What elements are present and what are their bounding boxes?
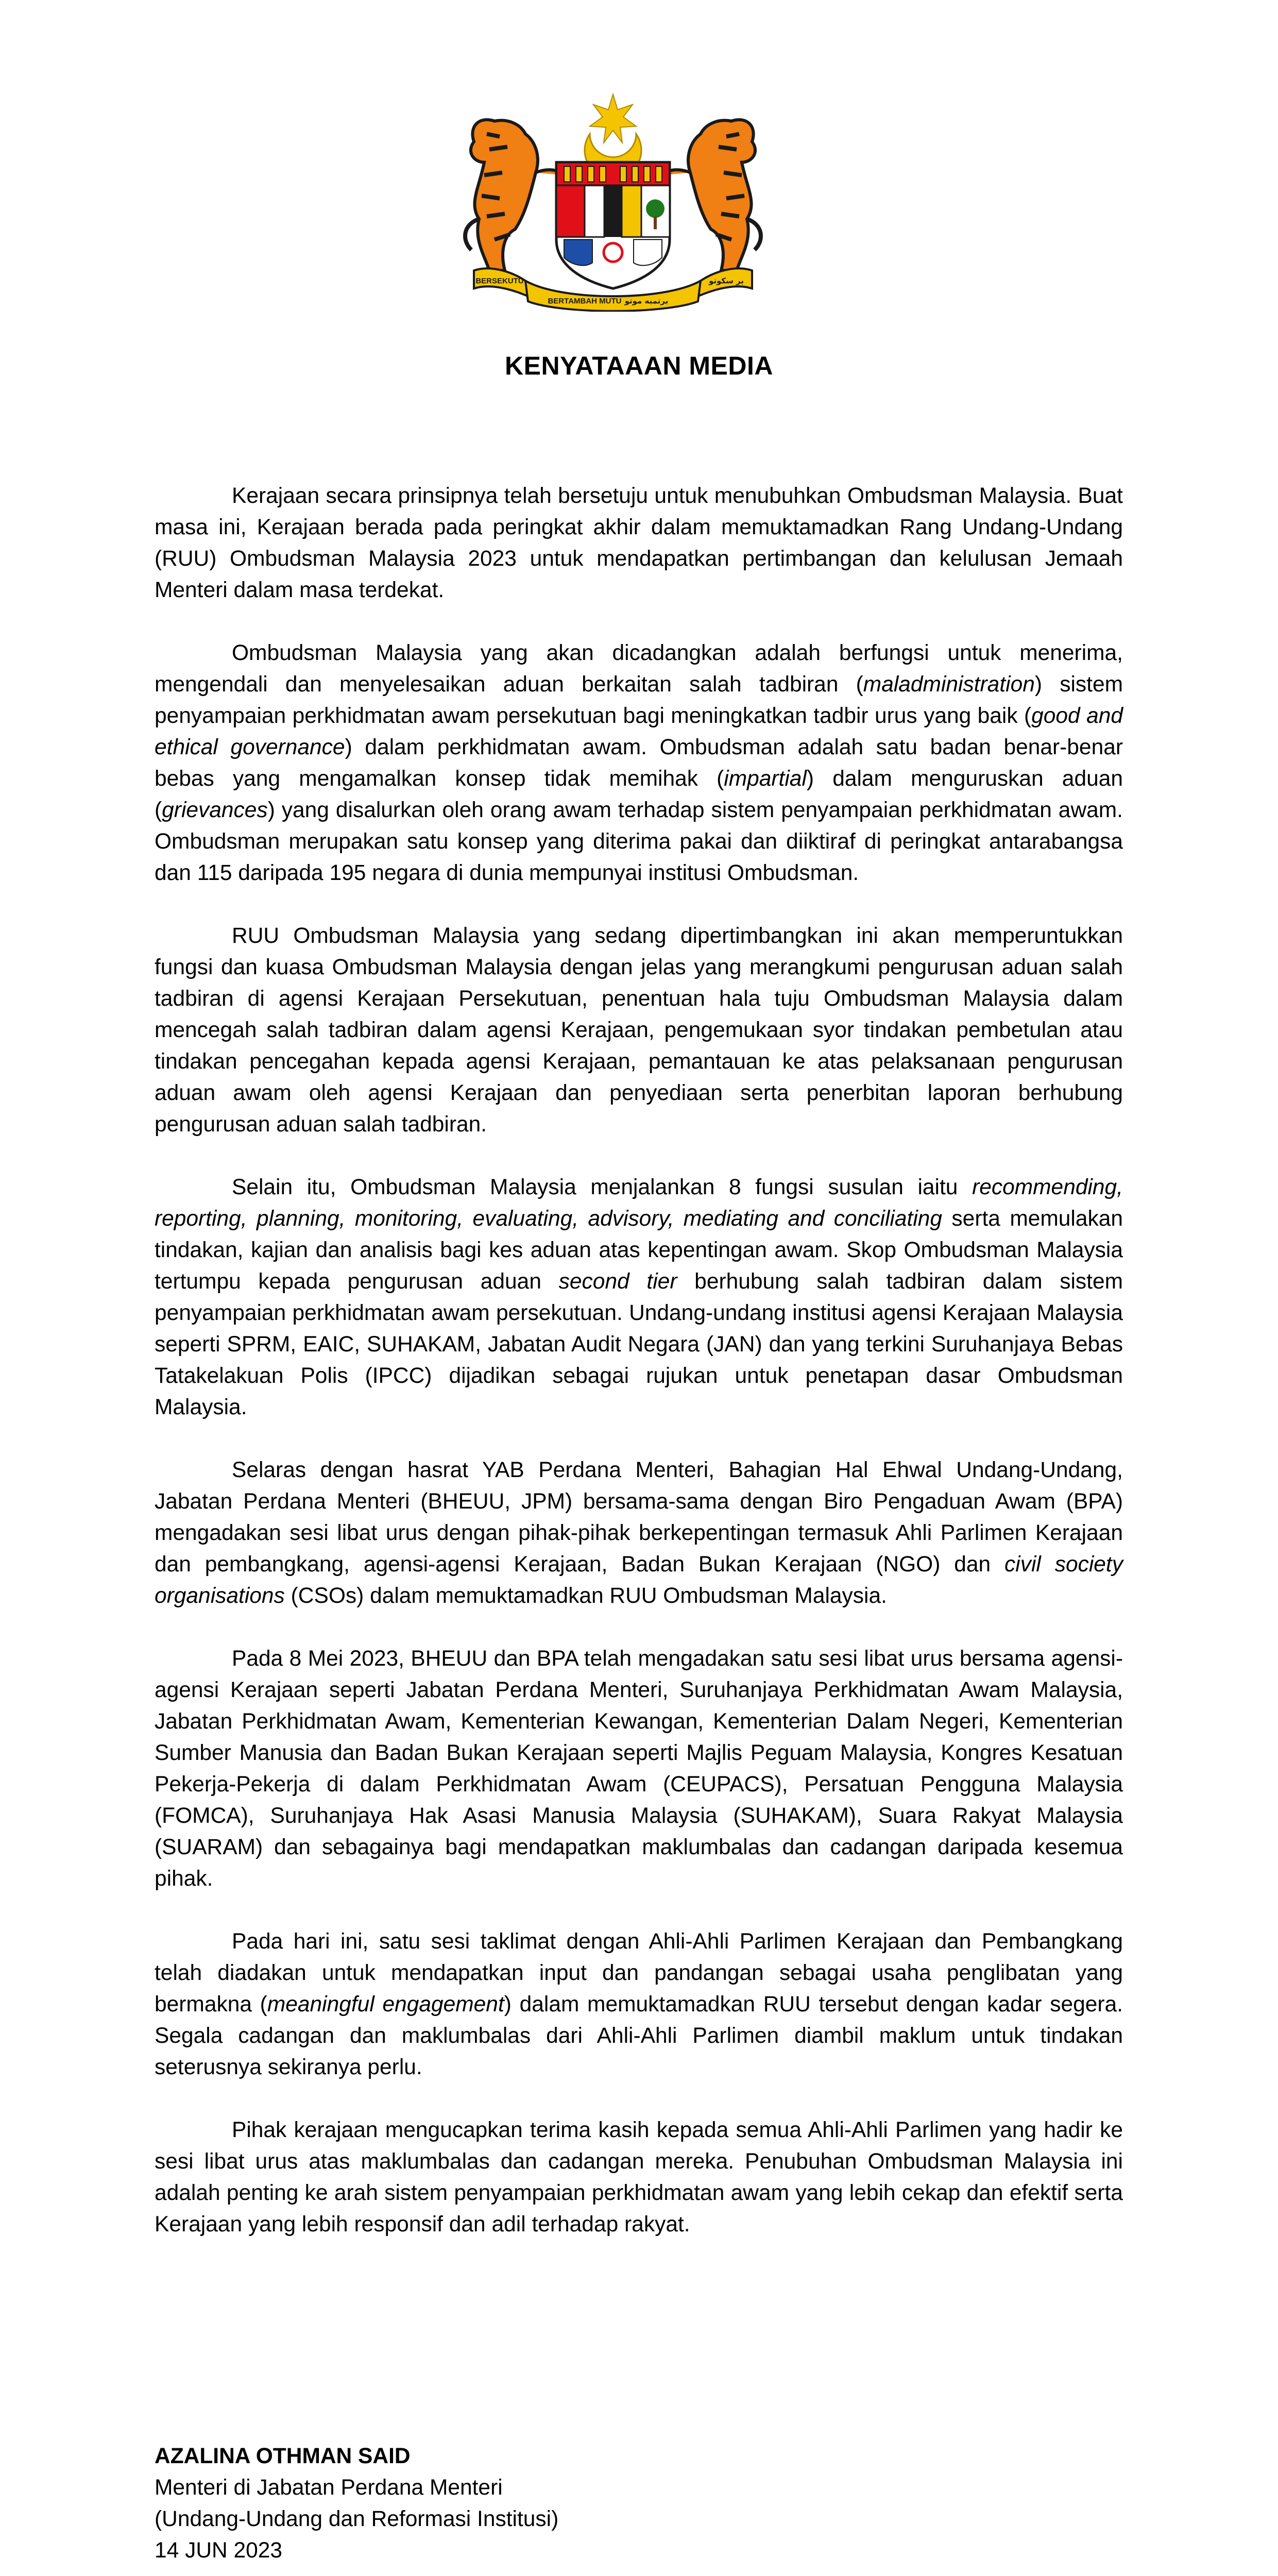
paragraph-text: Pada hari ini, satu sesi taklimat dengan Ahli-Ahli Parlimen Kerajaan dan Pembangkang telah diadakan untuk mendapatkan input dan pandangan sebagai usaha penglibatan yang bermakna ( bbox=[155, 1929, 1123, 2016]
italic-term: second tier bbox=[558, 1269, 677, 1294]
paragraph-2 bbox=[155, 637, 1123, 889]
document-body bbox=[155, 480, 1123, 2272]
paragraph-text: Selain itu, Ombudsman Malaysia menjalankan 8 fungsi susulan iaitu bbox=[232, 1175, 973, 1199]
paragraph-text: Ombudsman Malaysia yang akan dicadangkan adalah berfungsi untuk menerima, mengendali dan menyelesaikan aduan berkaitan salah tadbiran ( bbox=[155, 641, 1123, 697]
signatory-position-line1: Menteri di Jabatan Perdana Menteri bbox=[155, 2476, 503, 2500]
right-tiger-icon bbox=[662, 120, 761, 270]
paragraph-text: ) dalam perkhidmatan awam. Ombudsman adalah satu badan benar-benar bebas yang mengamalkan konsep tidak memihak ( bbox=[155, 735, 1123, 791]
italic-term: grievances bbox=[162, 798, 268, 822]
document-title: KENYATAAAN MEDIA bbox=[505, 351, 773, 380]
shield-icon bbox=[556, 162, 670, 289]
coat-of-arms-emblem bbox=[458, 85, 768, 312]
paragraph-text: ) dalam memuktamadkan RUU tersebut dengan kadar segera. Segala cadangan dan maklumbalas dari Ahli-Ahli Parlimen diambil maklum untuk tindakan seterusnya sekiranya perlu. bbox=[155, 1992, 1123, 2079]
motto-jawi-left-text: بر سکوتو bbox=[708, 276, 744, 285]
paragraph-text: RUU Ombudsman Malaysia yang sedang dipertimbangkan ini akan memperuntukkan fungsi dan kuasa Ombudsman Malaysia dengan jelas yang merangkumi pengurusan aduan salah tadbiran di agensi Kerajaan Persekutuan, penentuan hala tuju Ombudsman Malaysia dalam mencegah salah tadbiran dalam agensi Kerajaan, pengemukaan syor tindakan pembetulan atau tindakan pencegahan kepada agensi Kerajaan, pemantauan ke atas pelaksanaan pengurusan aduan awam oleh agensi Kerajaan dan penyediaan serta penerbitan laporan berhubung pengurusan aduan salah tadbiran. bbox=[155, 924, 1123, 1137]
paragraph-8 bbox=[155, 2114, 1123, 2240]
paragraph-text: ) yang disalurkan oleh orang awam terhadap sistem penyampaian perkhidmatan awam. Ombudsman merupakan satu konsep yang diterima pakai dan diiktiraf di peringkat antarabangsa dan 115 daripada 195 negara di dunia mempunyai institusi Ombudsman. bbox=[155, 798, 1123, 885]
paragraph-5 bbox=[155, 1454, 1123, 1612]
italic-term: meaningful engagement bbox=[267, 1992, 504, 2016]
paragraph-7 bbox=[155, 1926, 1123, 2083]
paragraph-4 bbox=[155, 1172, 1123, 1423]
paragraph-text: Pihak kerajaan mengucapkan terima kasih kepada semua Ahli-Ahli Parlimen yang hadir ke sesi libat urus atas maklumbalas dan cadangan mereka. Penubuhan Ombudsman Malaysia ini adalah penting ke arah sistem penyampaian perkhidmatan awam yang lebih cekap dan efektif serta Kerajaan yang lebih responsif dan adil terhadap rakyat. bbox=[155, 2118, 1123, 2236]
motto-bottom-text: BERTAMBAH MUTU bbox=[548, 297, 622, 306]
paragraph-text: ) dalam menguruskan aduan ( bbox=[155, 767, 1123, 822]
paragraph-3 bbox=[155, 920, 1123, 1140]
signatory-name: AZALINA OTHMAN SAID bbox=[155, 2444, 411, 2468]
italic-term: impartial bbox=[724, 767, 807, 791]
paragraph-text: berhubung salah tadbiran dalam sistem penyampaian perkhidmatan awam persekutuan. Undang-undang institusi agensi Kerajaan Malaysia seperti SPRM, EAIC, SUHAKAM, Jabatan Audit Negara (JAN) dan yang terkini Suruhanjaya Bebas Tatakelakuan Polis (IPCC) dijadikan sebagai rujukan untuk penetapan dasar Ombudsman Malaysia. bbox=[155, 1269, 1123, 1419]
italic-term: recommending, reporting, planning, monitoring, evaluating, advisory, mediating and conciliating bbox=[155, 1175, 1123, 1231]
signature-block bbox=[155, 2441, 876, 2566]
left-tiger-icon bbox=[465, 120, 564, 270]
paragraph-text: ) sistem penyampaian perkhidmatan awam persekutuan bagi meningkatkan tadbir urus yang baik ( bbox=[155, 672, 1123, 728]
document-date: 14 JUN 2023 bbox=[155, 2538, 283, 2563]
paragraph-text: Pada 8 Mei 2023, BHEUU dan BPA telah mengadakan satu sesi libat urus bersama agensi-agensi Kerajaan seperti Jabatan Perdana Menteri, Suruhanjaya Perkhidmatan Awam Malaysia, Jabatan Perkhidmatan Awam, Kementerian Kewangan, Kementerian Dalam Negeri, Kementerian Sumber Manusia dan Badan Bukan Kerajaan seperti Majlis Peguam Malaysia, Kongres Kesatuan Pekerja-Pekerja di dalam Perkhidmatan Awam (CEUPACS), Persatuan Pengguna Malaysia (FOMCA), Suruhanjaya Hak Asasi Manusia Malaysia (SUHAKAM), Suara Rakyat Malaysia (SUARAM) dan sebagainya bagi mendapatkan maklumbalas dan cadangan daripada kesemua pihak. bbox=[155, 1647, 1123, 1891]
paragraph-1 bbox=[155, 480, 1123, 606]
motto-left-text: BERSEKUTU bbox=[475, 277, 524, 285]
italic-term: civil society organisations bbox=[155, 1552, 1123, 1608]
paragraph-6 bbox=[155, 1643, 1123, 1894]
paragraph-text: (CSOs) dalam memuktamadkan RUU Ombudsman Malaysia. bbox=[284, 1584, 887, 1608]
motto-jawi-right-text: برتمبه موتو bbox=[624, 296, 669, 306]
signatory-position-line2: (Undang-Undang dan Reformasi Institusi) bbox=[155, 2507, 559, 2531]
italic-term: maladministration bbox=[863, 672, 1035, 697]
paragraph-text: serta memulakan tindakan, kajian dan analisis bagi kes aduan atas kepentingan awam. Skop Ombudsman Malaysia tertumpu kepada pengurusan aduan bbox=[155, 1207, 1123, 1294]
paragraph-text: Selaras dengan hasrat YAB Perdana Menteri, Bahagian Hal Ehwal Undang-Undang, Jabatan Perdana Menteri (BHEUU, JPM) bersama-sama dengan Biro Pengaduan Awam (BPA) mengadakan sesi libat urus dengan pihak-pihak berkepentingan termasuk Ahli Parlimen Kerajaan dan pembangkang, agensi-agensi Kerajaan, Badan Bukan Kerajaan (NGO) dan bbox=[155, 1458, 1123, 1577]
italic-term: good and ethical governance bbox=[155, 704, 1123, 759]
paragraph-text: Kerajaan secara prinsipnya telah bersetuju untuk menubuhkan Ombudsman Malaysia. Buat masa ini, Kerajaan berada pada peringkat akhir dalam memuktamadkan Rang Undang-Undang (RUU) Ombudsman Malaysia 2023 untuk mendapatkan pertimbangan dan kelulusan Jemaah Menteri dalam masa terdekat. bbox=[155, 484, 1123, 602]
